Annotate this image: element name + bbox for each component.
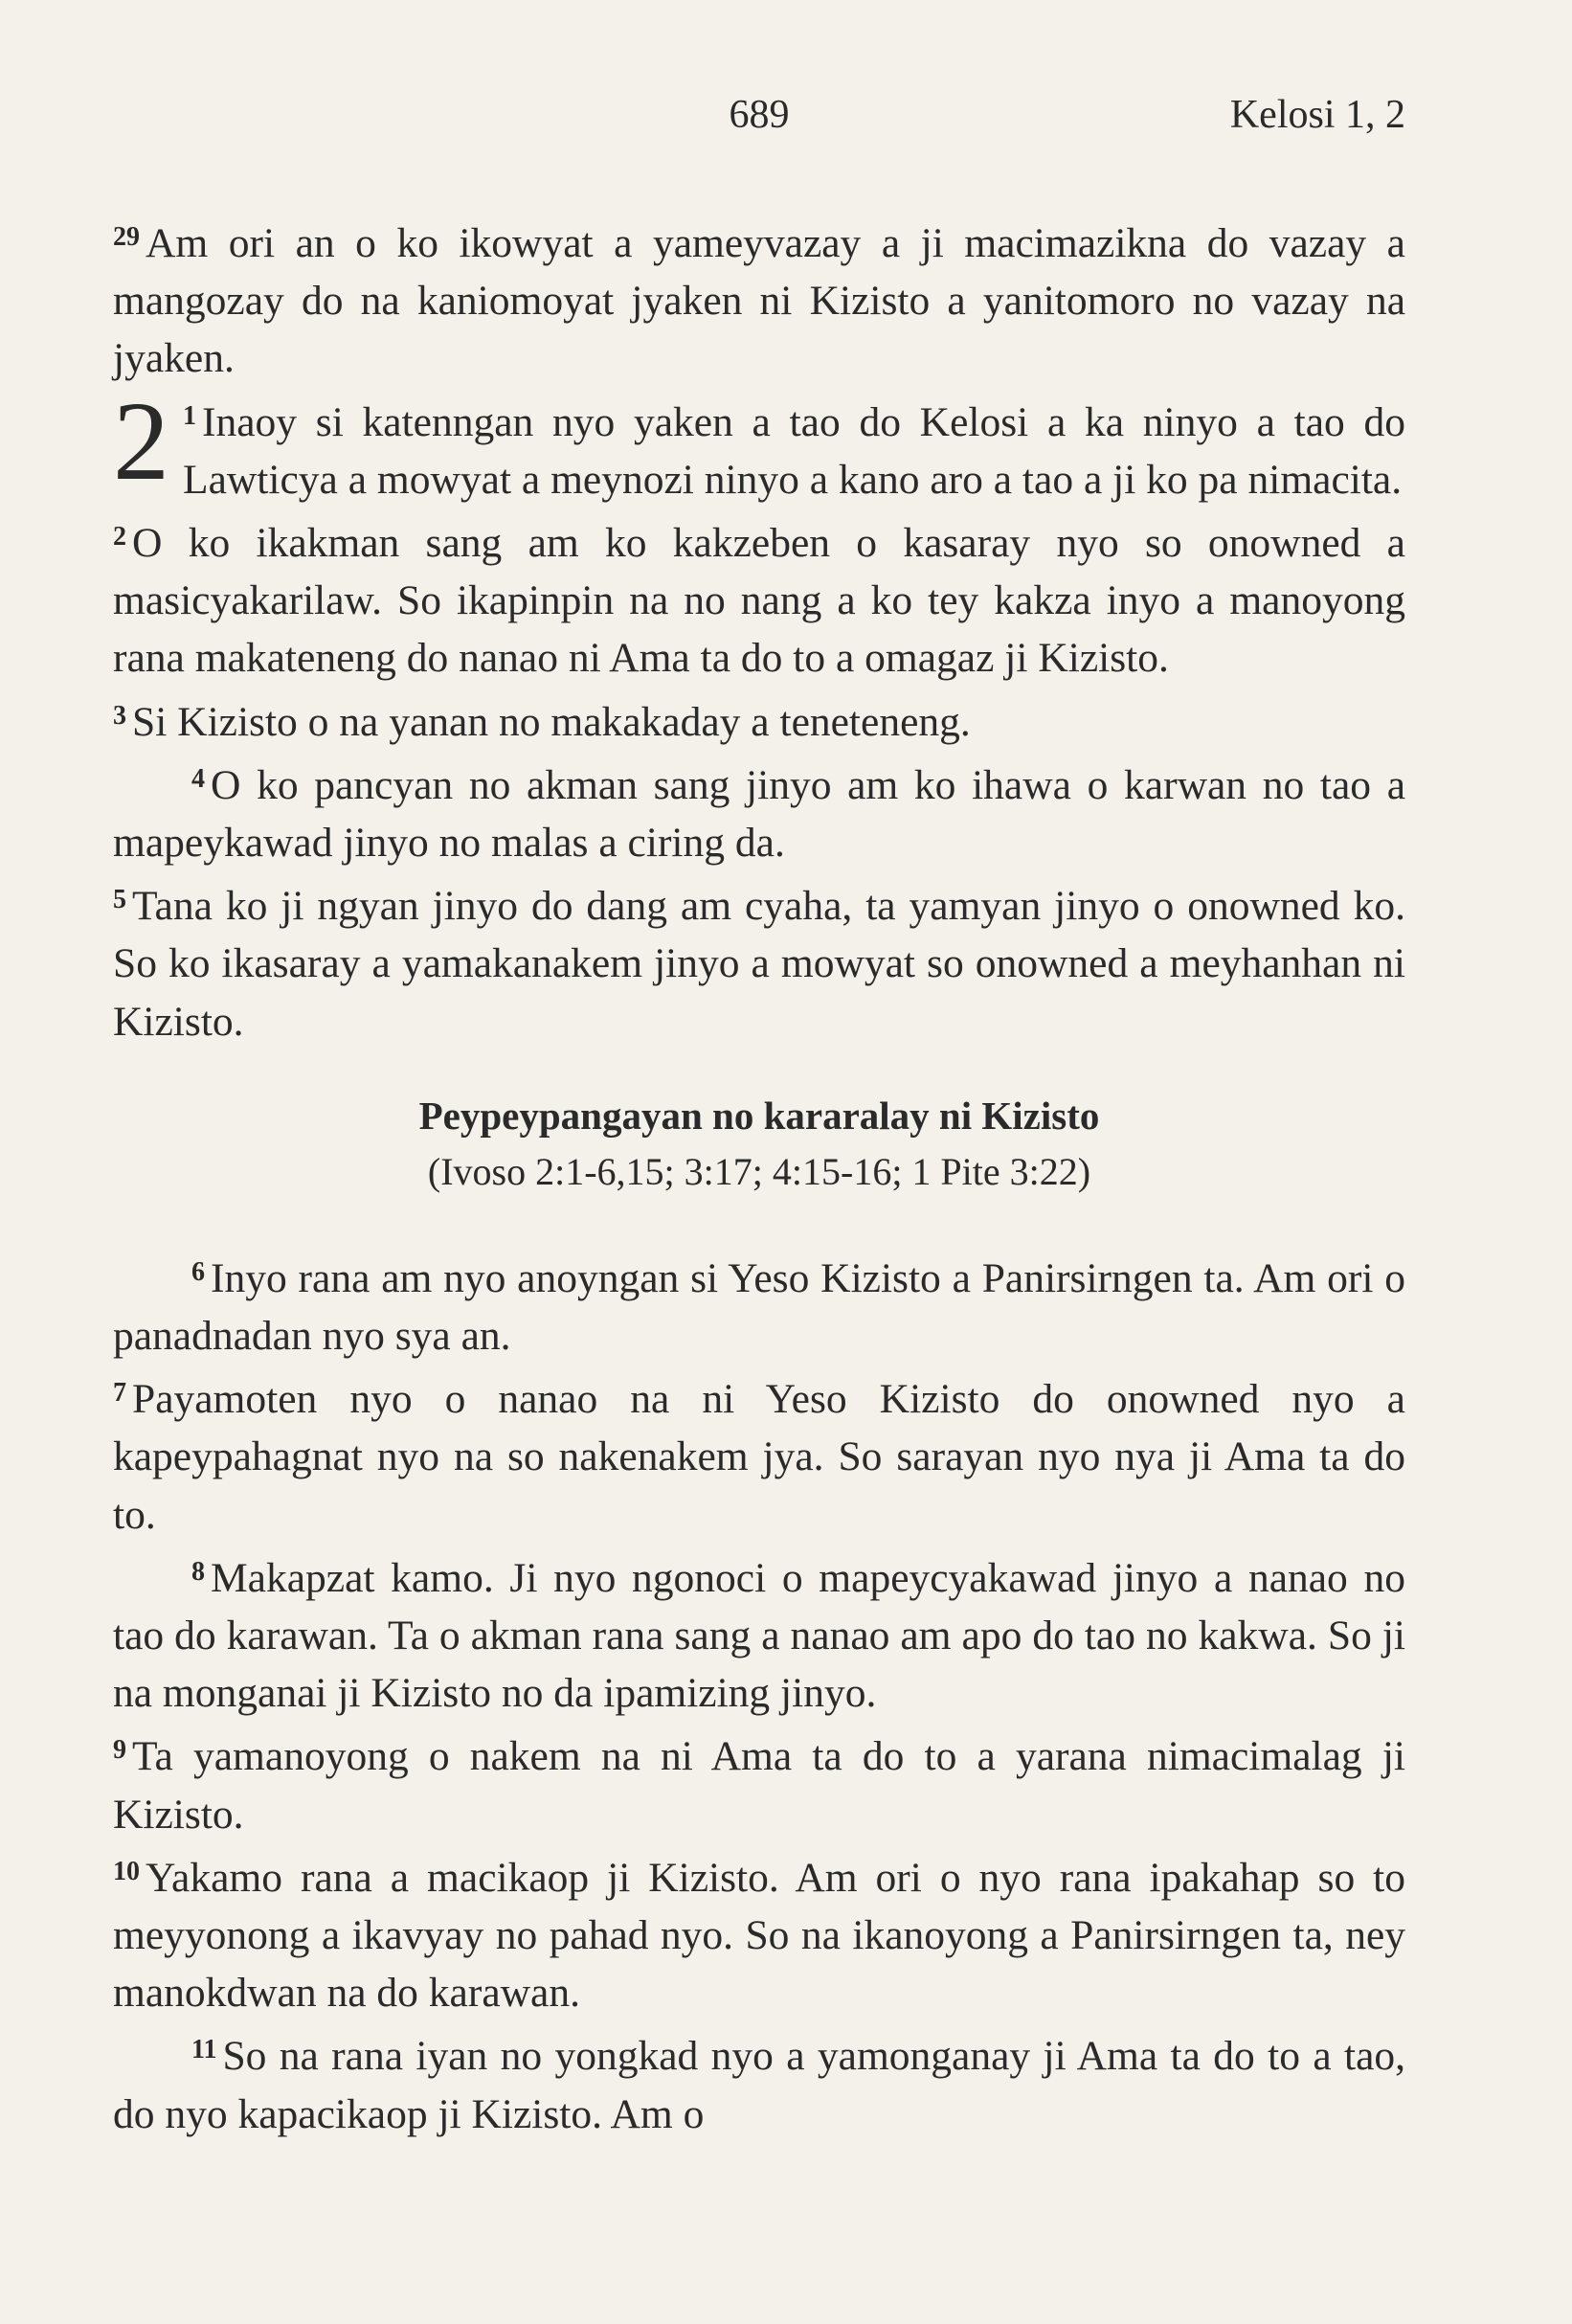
verse-paragraph [113,871,1405,1050]
verse-number: 2 [113,522,126,553]
verse-text: Tana ko ji ngyan jinyo do dang am cyaha, ta yamyan jinyo o onowned ko. So ko ikasaray a yamakanakem jinyo a mowyat so onowned a meyhanhan ni Kizisto. [113,883,1405,1045]
page-header [113,92,1405,149]
verse-paragraph [113,1843,1405,2022]
verse-number: 29 [113,222,140,252]
verse-text: Si Kizisto o na yanan no makakaday a teneteneng. [132,698,971,745]
verse-text: Makapzat kamo. Ji nyo ngonoci o mapeycyakawad jinyo a nanao no tao do karawan. Ta o akman rana sang a nanao am apo do tao no kakwa. So ji na monganai ji Kizisto no da ipamizing jinyo. [113,1554,1405,1717]
verse-text: Payamoten nyo o nanao na ni Yeso Kizisto do onowned nyo a kapeypahagnat nyo na so nakenakem jya. So sarayan nyo nya ji Ama ta do to. [113,1376,1405,1538]
verse-number: 9 [113,1735,126,1766]
scripture-text [113,209,1405,2143]
verse-number: 1 [183,400,196,431]
verse-paragraph [113,1722,1405,1842]
verse-paragraph [113,2021,1405,2142]
verse-number: 6 [191,1256,205,1287]
verse-text: Ta yamanoyong o nakem na ni Ama ta do to a yarana nimacimalag ji Kizisto. [113,1733,1405,1838]
verse-text: Am ori an o ko ikowyat a yameyvazay a ji macimazikna do vazay a mangozay do na kaniomoyat jyaken ni Kizisto a yanitomoro no vazay na jyaken. [113,220,1405,382]
verse-number: 4 [191,763,205,794]
verse-text: O ko ikakman sang am ko kakzeben o kasaray nyo so onowned a masicyakarilaw. So ikapinpin na no nang a ko tey kakza inyo a manoyong rana makateneng do nanao ni Ama ta do to a omagaz ji Kizisto. [113,520,1405,682]
verse-number: 11 [191,2035,217,2065]
verse-text: Inyo rana am nyo anoyngan si Yeso Kizisto a Panirsirngen ta. Am ori o panadnadan nyo sya an. [113,1254,1405,1360]
verse-paragraph [113,1544,1405,1723]
running-head: Kelosi 1, 2 [1229,93,1405,137]
section-cross-references: (Ivoso 2:1-6,15; 3:17; 4:15-16; 1 Pite 3:22) [427,1149,1091,1193]
verse-paragraph [113,209,1405,388]
chapter-start-paragraph [113,377,1405,508]
verse-text: So na rana iyan no yongkad nyo a yamonganay ji Ama ta do to a tao, do nyo kapacikaop ji Kizisto. Am o [113,2033,1405,2137]
section-heading: Peypeypangayan no kararalay ni Kizisto [418,1093,1100,1138]
verse-text: Yakamo rana a macikaop ji Kizisto. Am ori o nyo rana ipakahap so to meyyonong a ikavyay no pahad nyo. So na ikanoyong a Panirsirngen ta, ney manokdwan na do karawan. [113,1854,1405,2017]
verse-number: 5 [113,885,126,915]
chapter-number: 2 [113,377,169,504]
verse-number: 3 [113,700,126,731]
verse-number: 10 [113,1856,140,1886]
verse-paragraph [113,508,1405,688]
page-number: 689 [729,93,790,137]
verse-text: O ko pancyan no akman sang jinyo am ko ihawa o karwan no tao a mapeykawad jinyo no malas a ciring da. [113,761,1405,867]
verse-number: 7 [113,1378,126,1409]
verse-text: Inaoy si katenngan nyo yaken a tao do Kelosi a ka ninyo a tao do Lawticya a mowyat a meynozi ninyo a kano aro a tao a ji ko pa nimacita. [183,398,1405,503]
verse-paragraph [113,688,1405,751]
verse-paragraph [113,751,1405,871]
verse-paragraph [113,1365,1405,1544]
verse-number: 8 [191,1556,205,1587]
verse-paragraph [113,1244,1405,1365]
